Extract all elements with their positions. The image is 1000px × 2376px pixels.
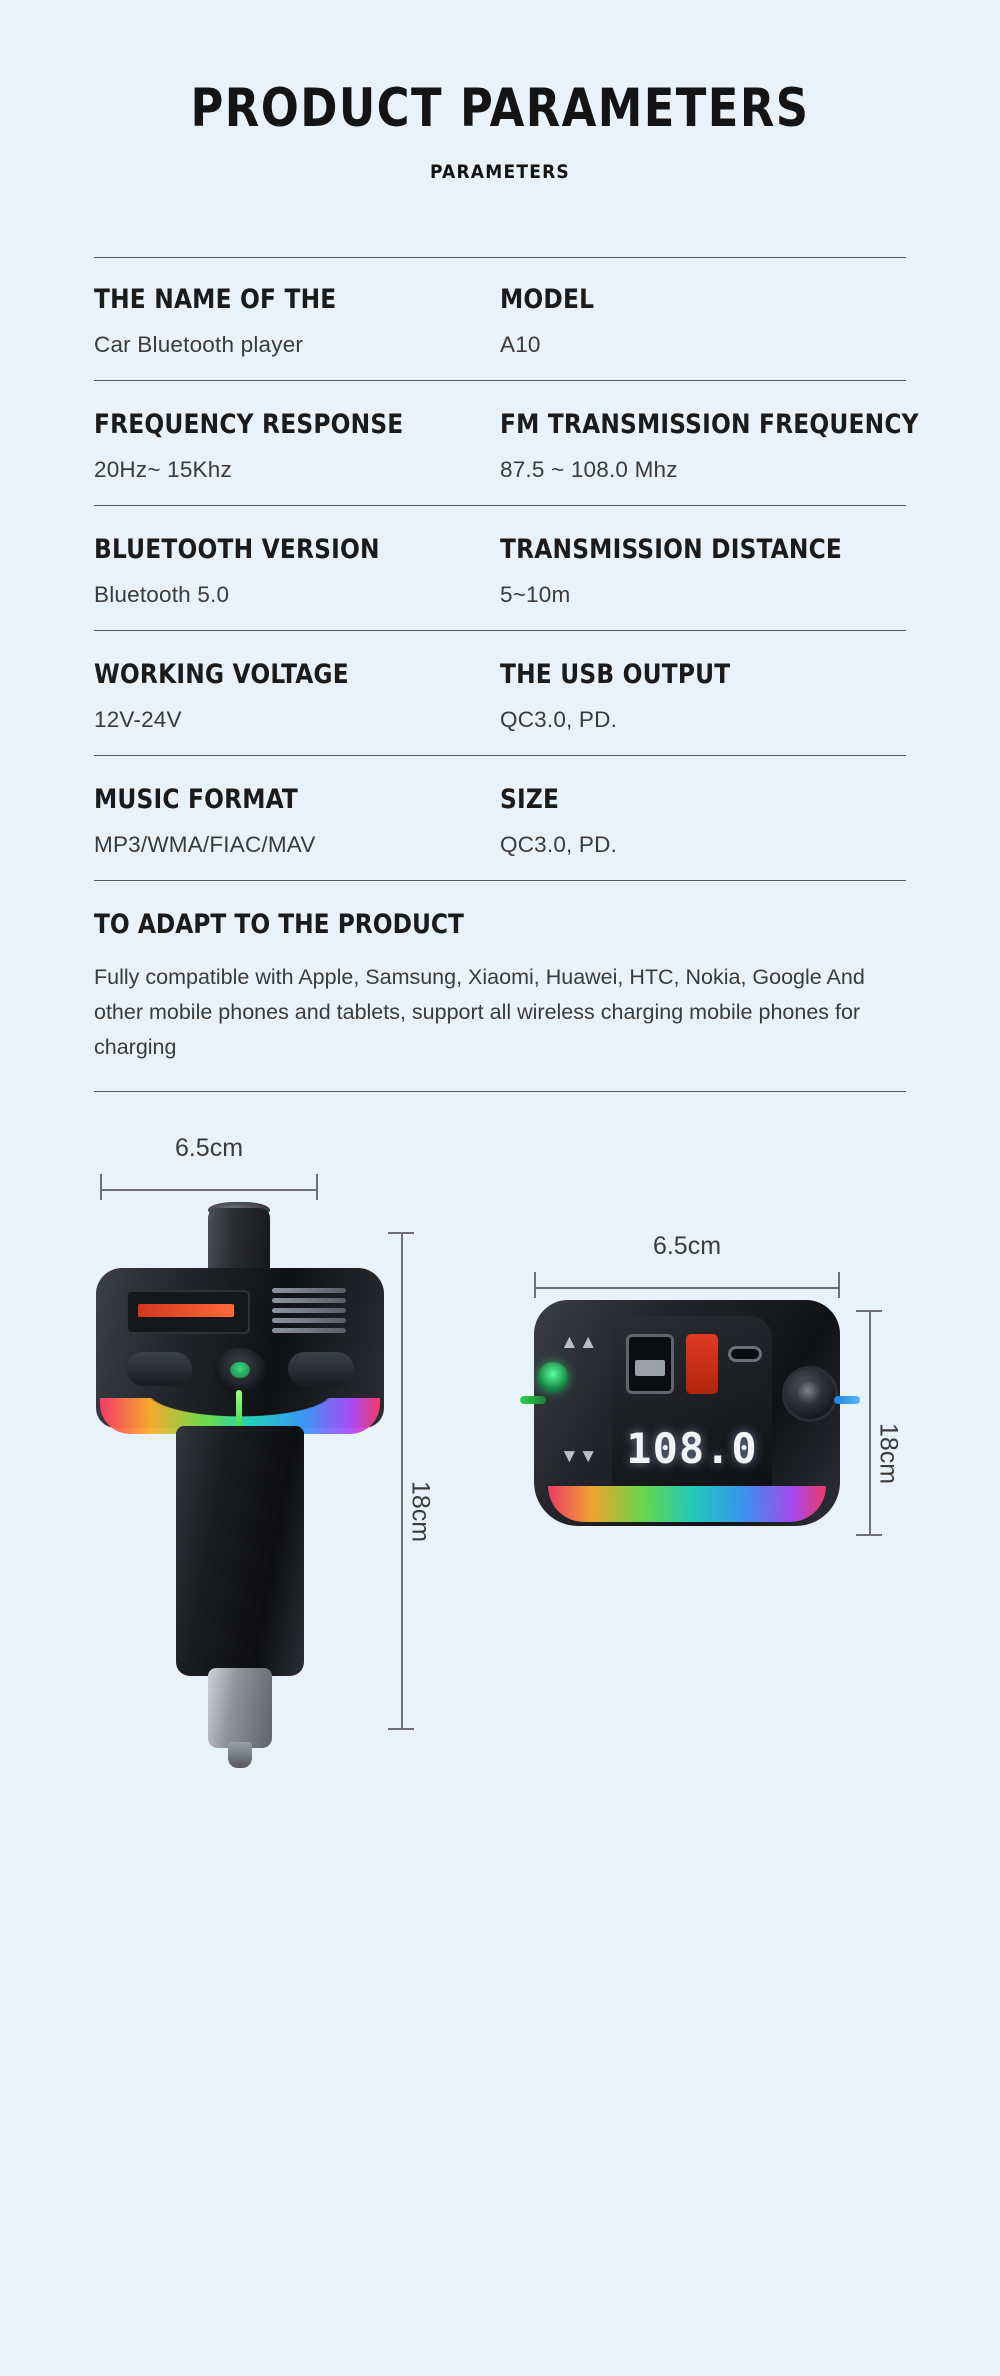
spec-cell-right: [500, 784, 906, 858]
spec-value: A10: [500, 332, 541, 357]
device-screen: [126, 1290, 250, 1334]
compatibility-title: TO ADAPT TO THE PRODUCT: [94, 909, 464, 940]
dimension-line: [534, 1287, 840, 1289]
dimension-line: [401, 1232, 403, 1730]
spec-label: MODEL: [500, 284, 595, 315]
device-side-buttons: [546, 1326, 602, 1496]
spec-label: FREQUENCY RESPONSE: [94, 409, 404, 440]
prev-button-icon: [126, 1352, 192, 1386]
usb-c-port-icon: [728, 1346, 762, 1362]
dimension-width-left: [100, 1134, 318, 1204]
channel-down-icon: ▼▼: [560, 1446, 598, 1467]
spec-value: Car Bluetooth player: [94, 332, 304, 357]
specs-table: [94, 257, 919, 881]
compatibility-section: [94, 909, 906, 1092]
device-tip: [208, 1668, 272, 1748]
dimension-width-right: [534, 1232, 840, 1302]
spec-cell-left: [94, 284, 500, 358]
page-subtitle: PARAMETERS: [430, 161, 570, 183]
device-barrel: [176, 1426, 304, 1676]
device-button-row: [118, 1352, 362, 1392]
spec-label: SIZE: [500, 784, 560, 815]
spec-cell-left: [94, 409, 500, 483]
spec-label: BLUETOOTH VERSION: [94, 534, 380, 565]
spec-label: WORKING VOLTAGE: [94, 659, 349, 690]
spec-cell-left: [94, 534, 500, 608]
spec-cell-left: [94, 784, 500, 858]
page-title: PRODUCT PARAMETERS: [190, 78, 810, 139]
dimension-cap: [856, 1534, 882, 1536]
dimension-line: [100, 1189, 318, 1191]
dimension-cap: [100, 1174, 102, 1200]
dimension-height-right: [854, 1310, 903, 1536]
compatibility-text: Fully compatible with Apple, Samsung, Xiaomi, Huawei, HTC, Nokia, Google And other mobile phones and tablets, support all wireless charging mobile phones for charging: [94, 965, 865, 1059]
spec-cell-left: [94, 659, 500, 733]
dimension-height-left: [386, 1232, 435, 1730]
spec-value: Bluetooth 5.0: [94, 582, 230, 607]
dimension-cap: [388, 1232, 414, 1234]
usb-qc-port-icon: [686, 1334, 718, 1394]
table-row: [94, 659, 906, 756]
table-row: [94, 534, 906, 631]
spec-value: 12V-24V: [94, 707, 182, 732]
spec-value: 5~10m: [500, 582, 571, 607]
channel-up-icon: ▲▲: [560, 1332, 598, 1353]
volume-dial-icon: [782, 1366, 838, 1422]
page-header: [0, 0, 1000, 183]
device-screen-segment: [138, 1304, 234, 1317]
dimension-cap: [856, 1310, 882, 1312]
spec-label: MUSIC FORMAT: [94, 784, 299, 815]
dimension-cap: [316, 1174, 318, 1200]
table-row: [94, 784, 906, 881]
dimension-cap: [388, 1728, 414, 1730]
spec-value: 87.5 ~ 108.0 Mhz: [500, 457, 678, 482]
dimension-label-width: 6.5cm: [174, 1134, 244, 1162]
next-button-icon: [288, 1352, 354, 1386]
dimension-label-width: 6.5cm: [652, 1232, 722, 1260]
device-display: [616, 1420, 768, 1478]
spec-label: THE USB OUTPUT: [500, 659, 731, 690]
dimension-line: [869, 1310, 871, 1536]
device-rgb-ring: [548, 1486, 826, 1522]
spec-cell-right: [500, 284, 906, 358]
dimension-cap: [534, 1272, 536, 1298]
product-figures: [0, 1134, 1000, 1824]
spec-cell-right: [500, 409, 919, 483]
device-contact-pin: [228, 1742, 252, 1768]
play-button-icon: [214, 1348, 266, 1392]
dimension-label-height: 18cm: [874, 1423, 903, 1485]
dimension-cap: [838, 1272, 840, 1298]
table-row: [94, 257, 906, 381]
device-illustration-face: [520, 1300, 860, 1600]
usb-a-port-icon: [626, 1334, 674, 1394]
display-frequency-value: 108.0: [626, 1424, 758, 1473]
device-illustration-front: [90, 1202, 390, 1802]
spec-label: FM TRANSMISSION FREQUENCY: [500, 409, 919, 440]
left-led-strip: [520, 1396, 546, 1404]
spec-cell-right: [500, 659, 906, 733]
table-row: [94, 409, 919, 506]
spec-label: TRANSMISSION DISTANCE: [500, 534, 843, 565]
spec-value: MP3/WMA/FIAC/MAV: [94, 832, 316, 857]
power-indicator-icon: [538, 1362, 568, 1392]
spec-label: THE NAME OF THE: [94, 284, 337, 315]
spec-cell-right: [500, 534, 906, 608]
spec-value: QC3.0, PD.: [500, 707, 618, 732]
device-grill: [272, 1288, 346, 1336]
dimension-label-height: 18cm: [406, 1481, 435, 1543]
spec-value: 20Hz~ 15Khz: [94, 457, 232, 482]
spec-value: QC3.0, PD.: [500, 832, 618, 857]
